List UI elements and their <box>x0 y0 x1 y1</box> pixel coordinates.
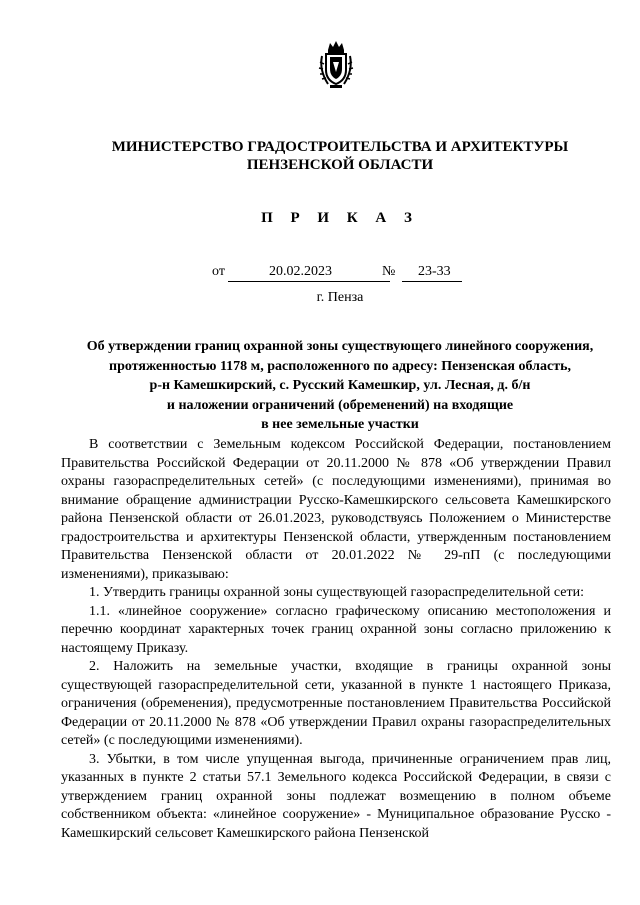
coat-of-arms-icon <box>316 40 356 90</box>
date-prefix: от <box>212 264 225 279</box>
document-type: П Р И К А З <box>261 210 419 226</box>
document-body <box>61 436 611 843</box>
title-line: в нее земельные участки <box>261 417 419 432</box>
date-number-line <box>212 264 472 284</box>
number-prefix: № <box>382 264 396 279</box>
ministry-line-1: МИНИСТЕРСТВО ГРАДОСТРОИТЕЛЬСТВА И АРХИТЕКТУРЫ <box>111 139 569 155</box>
document-date: 20.02.2023 <box>269 264 332 279</box>
paragraph-1: 1. Утвердить границы охранной зоны существующей газораспределительной сети: <box>89 585 584 600</box>
title-line: р-н Камешкирский, с. Русский Камешкир, ул. Лесная, д. б/н <box>149 378 531 393</box>
ministry-name <box>0 138 640 174</box>
title-line: протяженностью 1178 м, расположенного по адресу: Пензенская область, <box>109 358 571 374</box>
paragraph-preamble: В соответствии с Земельным кодексом Российской Федерации, постановлением Правительства Российской Федерации от 20.11.2000 № 878 «Об утверждении Правил охраны газораспределительных сетей» (с последующими изменениями), принимая во внимание обращение администрации Русско-Камешкирского сельсовета Камешкирского района Пензенской области от 26.01.2023, руководствуясь Положением о Министерстве градостроительства и архитектуры Пензенской области, утвержденным постановлением Правительства Пензенской области от 20.01.2022 № 29-пП (с последующими изменениями), приказываю: <box>61 437 611 582</box>
city: г. Пенза <box>316 290 364 305</box>
number-underline <box>402 281 462 282</box>
paragraph-3: 3. Убытки, в том числе упущенная выгода, причиненные ограничением прав лиц, указанных в пункте 2 статьи 57.1 Земельного кодекса Российской Федерации, в связи с утверждением границ охранной зоны подлежат возмещению в полном объеме собственником объекта: «линейное сооружение» - Муниципальное образование Русско - Камешкирский сельсовет Камешкирского района Пензенской <box>61 751 611 841</box>
document-title <box>50 337 630 435</box>
paragraph-1-1: 1.1. «линейное сооружение» согласно графическому описанию местоположения и перечню координат характерных точек границ охранной зоны согласно приложению к настоящему Приказу. <box>61 603 611 656</box>
date-underline <box>228 281 390 282</box>
paragraph-2: 2. Наложить на земельные участки, входящие в границы охранной зоны существующей газораспределительной сети, указанной в пункте 1 настоящего Приказа, ограничения (обременения), предусмотренные постановлением Правительства Российской Федерации от 20.11.2000 № 878 «Об утверждении Правил охраны газораспределительных сетей» (с последующими изменениями). <box>61 659 611 748</box>
document-number: 23-33 <box>418 264 451 279</box>
title-line: Об утверждении границ охранной зоны существующего линейного сооружения, <box>86 339 594 354</box>
title-line: и наложении ограничений (обременений) на входящие <box>166 397 514 413</box>
ministry-line-2: ПЕНЗЕНСКОЙ ОБЛАСТИ <box>246 157 434 173</box>
